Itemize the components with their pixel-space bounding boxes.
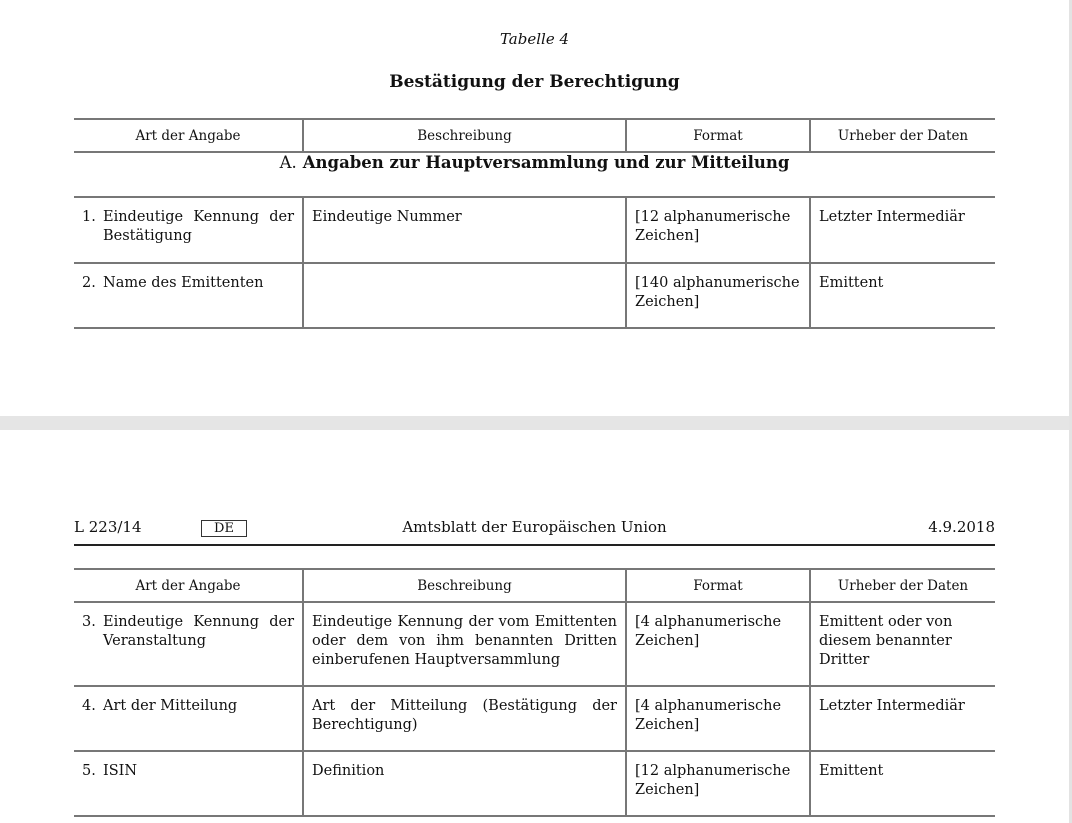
cell-beschreibung [303, 686, 626, 751]
column-header-format: Format [626, 569, 810, 602]
cell-art [74, 751, 303, 816]
table-title: Bestätigung der Berechtigung [389, 72, 680, 92]
cell-beschreibung [303, 263, 626, 328]
column-header-urheber: Urheber der Daten [810, 569, 995, 602]
table-header-row [74, 119, 995, 152]
table-row [74, 751, 995, 816]
cell-urheber [810, 602, 995, 686]
journal-title: Amtsblatt der Europäischen Union [402, 518, 667, 536]
row-format: [4 alphanumerische Zeichen] [635, 698, 782, 733]
entitlement-confirmation-table [74, 118, 995, 329]
row-art: Eindeutige Kennung der Veranstaltung [103, 614, 294, 649]
column-header-urheber: Urheber der Daten [810, 119, 995, 152]
column-header-art: Art der Angabe [74, 569, 303, 602]
table-row [74, 602, 995, 686]
row-number: 4. [82, 698, 96, 714]
cell-urheber [810, 197, 995, 263]
row-art: ISIN [103, 763, 138, 779]
cell-format [626, 197, 810, 263]
cell-urheber [810, 751, 995, 816]
publication-date: 4.9.2018 [928, 518, 995, 536]
row-format: [140 alphanumerische Zeichen] [635, 275, 800, 310]
row-art: Eindeutige Kennung der Bestätigung [103, 209, 294, 244]
row-beschreibung [304, 264, 625, 274]
cell-format [626, 602, 810, 686]
cell-urheber [810, 263, 995, 328]
column-header-beschreibung: Beschreibung [303, 119, 626, 152]
row-format: [4 alphanumerische Zeichen] [635, 614, 782, 649]
journal-reference: L 223/14 [74, 518, 142, 536]
entitlement-confirmation-table-continued [74, 568, 995, 817]
row-format: [12 alphanumerische Zeichen] [635, 763, 791, 798]
row-number: 1. [82, 209, 96, 225]
row-beschreibung: Eindeutige Nummer [312, 209, 462, 225]
cell-art [74, 263, 303, 328]
column-header-format: Format [626, 119, 810, 152]
table-header-row [74, 569, 995, 602]
row-urheber: Letzter Intermediär [819, 209, 965, 225]
table-row [74, 263, 995, 328]
row-number: 3. [82, 614, 96, 630]
cell-beschreibung [303, 751, 626, 816]
language-badge: DE [201, 520, 247, 537]
row-format: [12 alphanumerische Zeichen] [635, 209, 791, 244]
document-page-2 [0, 430, 1069, 823]
cell-format [626, 686, 810, 751]
page-separator [0, 416, 1072, 430]
section-title: Angaben zur Hauptversammlung und zur Mitteilung [302, 153, 790, 172]
table-row [74, 686, 995, 751]
cell-art [74, 686, 303, 751]
row-urheber: Emittent [819, 763, 884, 779]
row-beschreibung: Definition [312, 763, 385, 779]
cell-beschreibung [303, 197, 626, 263]
row-art: Art der Mitteilung [103, 698, 238, 714]
cell-urheber [810, 686, 995, 751]
row-beschreibung: Art der Mitteilung (Bestätigung der Berechtigung) [312, 698, 617, 733]
row-number: 2. [82, 275, 96, 291]
cell-format [626, 751, 810, 816]
page-header [74, 518, 995, 546]
column-header-beschreibung: Beschreibung [303, 569, 626, 602]
row-art: Name des Emittenten [103, 275, 264, 291]
cell-art [74, 602, 303, 686]
row-urheber: Emittent [819, 275, 884, 291]
cell-art [74, 197, 303, 263]
table-number: Tabelle 4 [499, 30, 570, 48]
column-header-art: Art der Angabe [74, 119, 303, 152]
row-beschreibung: Eindeutige Kennung der vom Emittenten oder dem von ihm benannten Dritten einberufenen Hauptversammlung [312, 614, 617, 668]
row-number: 5. [82, 763, 96, 779]
row-urheber: Emittent oder von diesem benannter Dritter [819, 614, 953, 668]
section-row [74, 152, 995, 197]
section-heading [74, 152, 995, 197]
cell-format [626, 263, 810, 328]
section-letter: A. [279, 153, 297, 172]
cell-beschreibung [303, 602, 626, 686]
row-urheber: Letzter Intermediär [819, 698, 965, 714]
table-row [74, 197, 995, 263]
